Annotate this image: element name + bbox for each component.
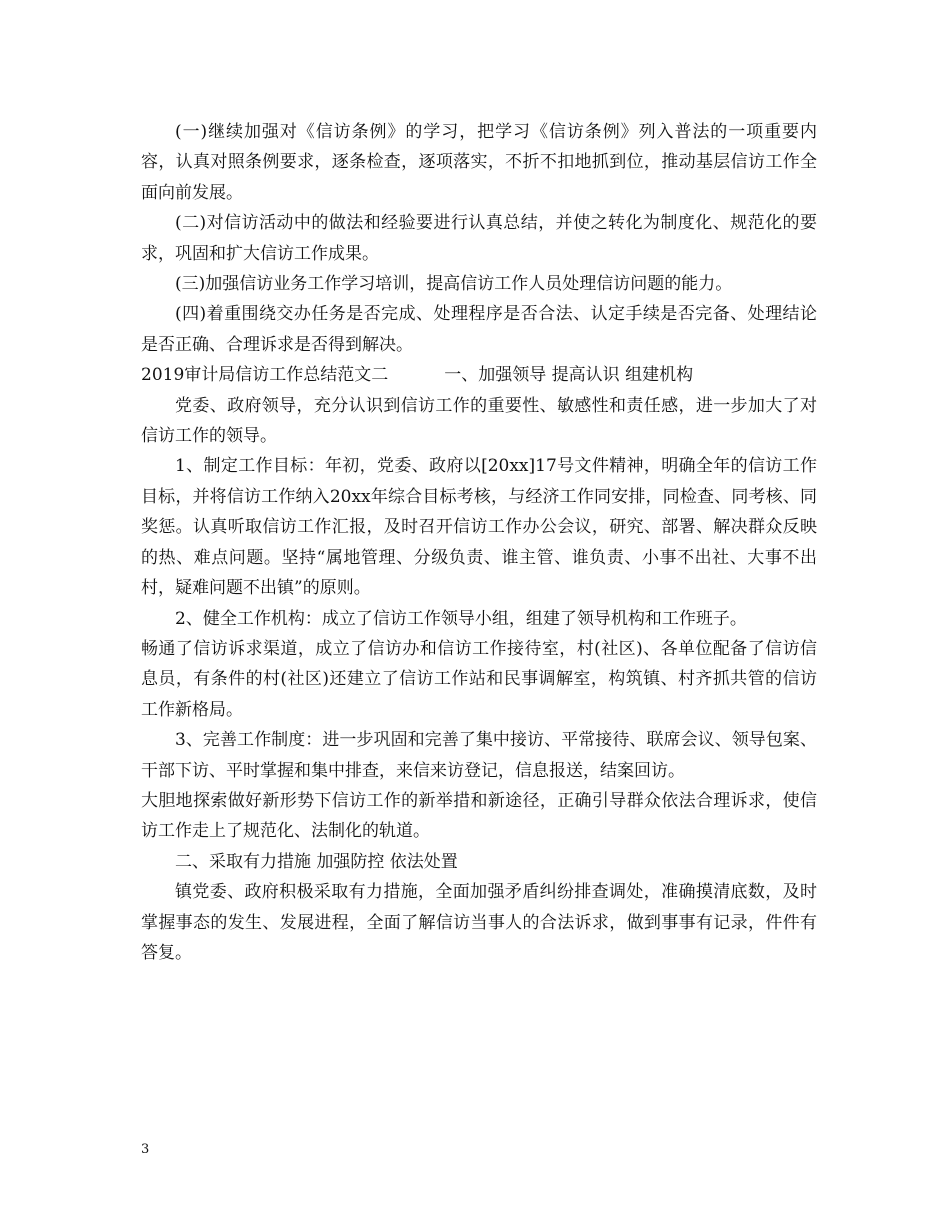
page-number: 3 [141, 1142, 150, 1157]
paragraph-11: 镇党委、政府积极采取有力措施，全面加强矛盾纠纷排查调处，准确摸清底数，及时掌握事态的发生、发展进程，全面了解信访当事人的合法诉求，做到事事有记录，件件有答复。 [141, 882, 817, 963]
paragraph-4: (四)着重围绕交办任务是否完成、处理程序是否合法、认定手续是否完备、处理结论是否正确、合理诉求是否得到解决。 [141, 304, 817, 355]
section-subtitle: 一、加强领导 提高认识 组建机构 [444, 365, 694, 386]
paragraph-6: 1、制定工作目标：年初，党委、政府以[20xx]17号文件精神，明确全年的信访工作目标，并将信访工作纳入20xx年综合目标考核，与经济工作同安排，同检查、同考核、同奖惩。认真听取信访工作汇报，及时召开信访工作办公会议，研究、部署、解决群众反映的热、难点问题。坚持“属地管理、分级负责、谁主管、谁负责、小事不出社、大事不出村，疑难问题不出镇”的原则。 [141, 456, 817, 599]
paragraph-5: 党委、政府领导，充分认识到信访工作的重要性、敏感性和责任感，进一步加大了对信访工作的领导。 [141, 395, 817, 447]
section-2-title: 二、采取有力措施 加强防控 依法处置 [175, 851, 458, 872]
section-heading-line [141, 360, 817, 390]
paragraph-1: (一)继续加强对《信访条例》的学习，把学习《信访条例》列入普法的一项重要内容，认真对照条例要求，逐条检查，逐项落实，不折不扣地抓到位，推动基层信访工作全面向前发展。 [141, 122, 817, 203]
paragraph-8: 畅通了信访诉求渠道，成立了信访办和信访工作接待室，村(社区)、各单位配备了信访信息员，有条件的村(社区)还建立了信访工作站和民事调解室，构筑镇、村齐抓共管的信访工作新格局。 [141, 638, 817, 720]
paragraph-10: 大胆地探索做好新形势下信访工作的新举措和新途径，正确引导群众依法合理诉求，使信访工作走上了规范化、法制化的轨道。 [141, 790, 817, 842]
paragraph-7: 2、健全工作机构：成立了信访工作领导小组，组建了领导机构和工作班子。 [175, 608, 747, 629]
paragraph-2: (二)对信访活动中的做法和经验要进行认真总结，并使之转化为制度化、规范化的要求，巩固和扩大信访工作成果。 [141, 213, 817, 264]
paragraph-3: (三)加强信访业务工作学习培训，提高信访工作人员处理信访问题的能力。 [175, 274, 733, 295]
document-body [141, 117, 817, 968]
section-title: 2019审计局信访工作总结范文二 [141, 365, 389, 386]
paragraph-9: 3、完善工作制度：进一步巩固和完善了集中接访、平常接待、联席会议、领导包案、干部下访、平时掌握和集中排查，来信来访登记，信息报送，结案回访。 [141, 730, 817, 781]
